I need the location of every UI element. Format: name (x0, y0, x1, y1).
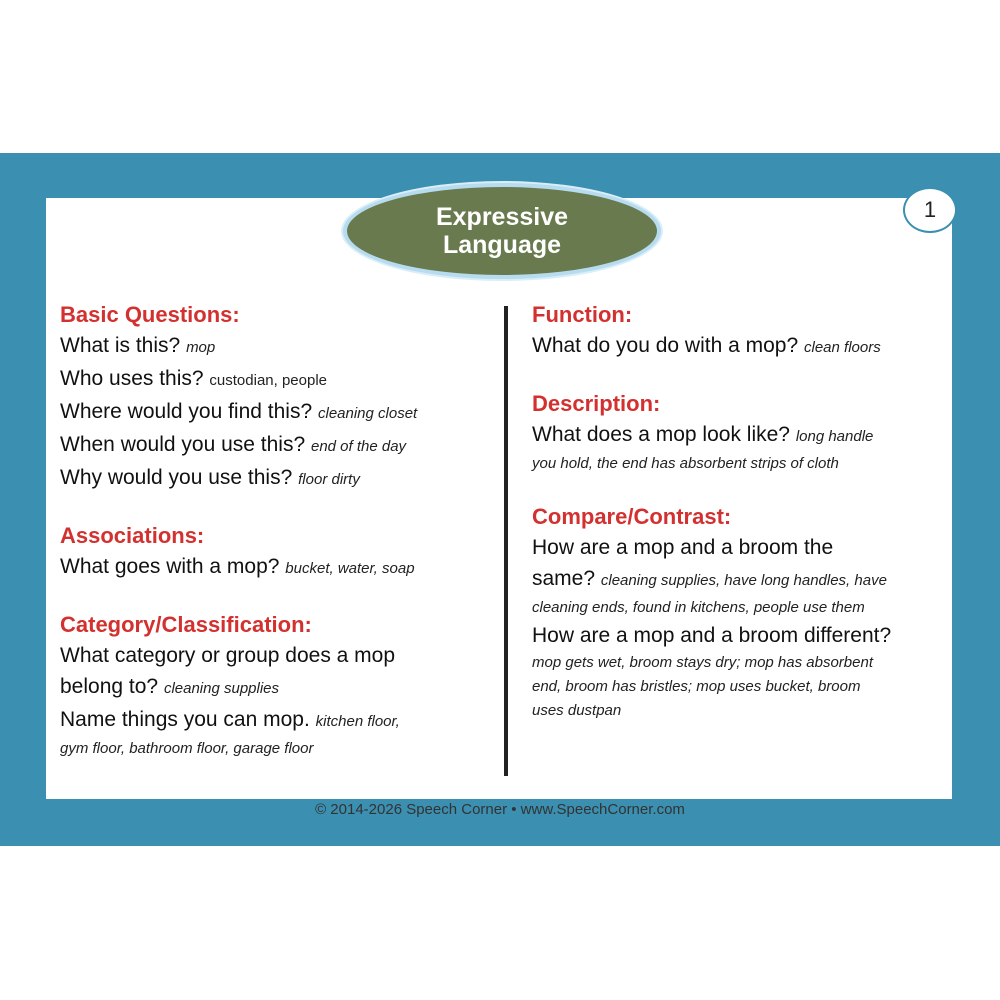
section-heading: Associations: (60, 523, 205, 548)
section-category (60, 610, 490, 761)
section-function (532, 300, 947, 363)
section-heading: Basic Questions: (60, 302, 240, 327)
question-text: What does a mop look like? (532, 423, 790, 446)
column-divider (504, 306, 508, 776)
answer-text: you hold, the end has absorbent strips of cloth (532, 455, 839, 472)
section-heading: Category/Classification: (60, 612, 312, 637)
answer-text: custodian, people (209, 372, 328, 389)
answer-text: bucket, water, soap (285, 560, 415, 577)
question-line: How are a mop and a broom the (532, 536, 834, 559)
question-text: What goes with a mop? (60, 555, 280, 578)
question-text: Name things you can mop. (60, 708, 310, 731)
question-text: What do you do with a mop? (532, 334, 799, 357)
card-title: Expressive Language (435, 203, 569, 259)
section-heading: Compare/Contrast: (532, 504, 732, 529)
section-associations (60, 521, 490, 584)
question-line (60, 396, 490, 429)
section-heading: Description: (532, 391, 661, 416)
answer-text: mop gets wet, broom stays dry; mop has absorbent (532, 654, 873, 671)
section-compare-contrast (532, 502, 947, 723)
question-text: Who uses this? (60, 367, 204, 390)
question-text: Where would you find this? (60, 400, 313, 423)
answer-text: cleaning supplies, have long handles, have (600, 572, 887, 589)
page-number-badge: 1 (903, 187, 957, 233)
question-text: belong to? (60, 675, 159, 698)
question-line (532, 419, 947, 452)
question-line: How are a mop and a broom different? (532, 624, 892, 647)
section-description (532, 389, 947, 476)
question-line (60, 704, 490, 737)
answer-text: end, broom has bristles; mop uses bucket, broom (532, 678, 861, 695)
section-basic-questions (60, 300, 490, 495)
question-text: Why would you use this? (60, 466, 293, 489)
question-line (60, 429, 490, 462)
answer-text: cleaning closet (317, 405, 418, 422)
question-text: When would you use this? (60, 433, 306, 456)
answer-text: kitchen floor, (315, 713, 400, 730)
question-line (532, 563, 947, 596)
answer-text: long handle (795, 428, 874, 445)
question-line (60, 551, 490, 584)
question-line (532, 330, 947, 363)
answer-text: cleaning ends, found in kitchens, people use them (532, 599, 865, 616)
title-oval (343, 183, 661, 279)
answer-text: mop (186, 339, 216, 356)
answer-text: end of the day (310, 438, 407, 455)
answer-text: uses dustpan (532, 702, 622, 719)
question-line: What category or group does a mop (60, 644, 396, 667)
question-line (60, 330, 490, 363)
section-heading: Function: (532, 302, 633, 327)
answer-text: clean floors (804, 339, 881, 356)
answer-text: gym floor, bathroom floor, garage floor (60, 740, 314, 757)
question-line (60, 363, 490, 396)
question-text: same? (532, 567, 596, 590)
answer-text: cleaning supplies (163, 680, 280, 697)
question-text: What is this? (60, 334, 181, 357)
answer-text: floor dirty (298, 471, 360, 488)
left-column (60, 300, 490, 787)
question-line (60, 671, 490, 704)
right-column (532, 300, 947, 749)
question-line (60, 462, 490, 495)
copyright-footer: © 2014-2026 Speech Corner • www.SpeechCorner.com (315, 801, 685, 818)
